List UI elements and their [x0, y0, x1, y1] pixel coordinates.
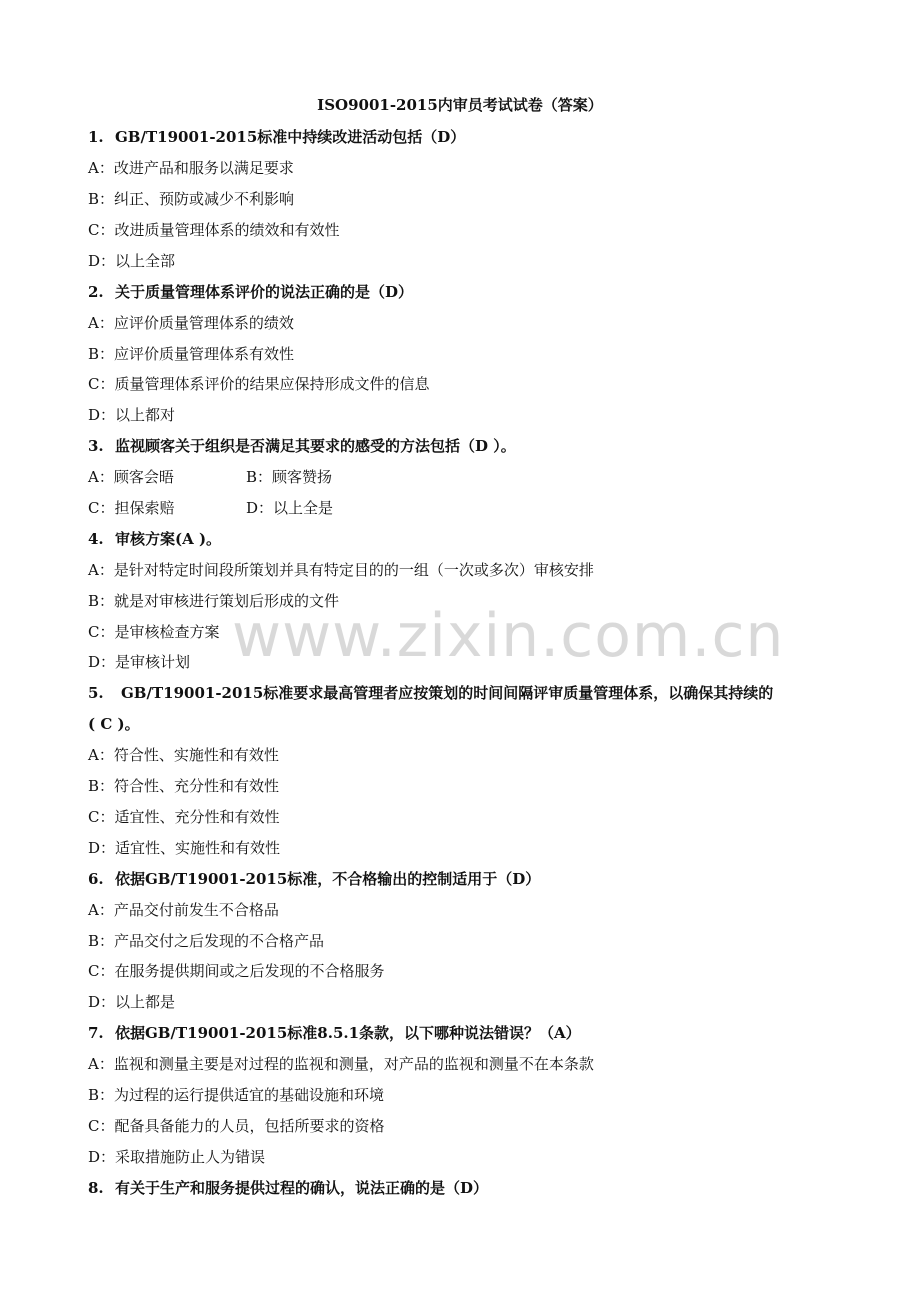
option-c: C：是审核检查方案: [88, 623, 220, 641]
question-text: GB/T19001-2015标准中持续改进活动包括（D）: [115, 128, 466, 146]
option-row: [88, 497, 334, 519]
option-b: B：应评价质量管理体系有效性: [88, 345, 295, 363]
question-text: 依据GB/T19001-2015标准8.5.1条款，以下哪种说法错误？（A）: [115, 1024, 581, 1042]
option-c: C：适宜性、充分性和有效性: [88, 808, 280, 826]
question-number: 4.: [88, 530, 104, 548]
question-6: [88, 868, 540, 890]
option-d: D：以上全部: [88, 252, 176, 270]
option-c: C：担保索赔: [88, 499, 175, 517]
question-8: [88, 1177, 488, 1199]
option-a: A：是针对特定时间段所策划并具有特定目的的一组（一次或多次）审核安排: [88, 561, 594, 579]
question-2: [88, 281, 413, 303]
question-number: 1.: [88, 128, 104, 146]
option-a: A：顾客会晤: [88, 468, 174, 486]
option-b: B：就是对审核进行策划后形成的文件: [88, 592, 340, 610]
option-b: B：顾客赞扬: [246, 468, 333, 486]
option-a: A：符合性、实施性和有效性: [88, 746, 279, 764]
watermark: www.zixin.com.cn: [232, 601, 785, 671]
option-a: A：应评价质量管理体系的绩效: [88, 314, 294, 332]
option-c: C：改进质量管理体系的绩效和有效性: [88, 221, 340, 239]
question-5-continuation: ( C )。: [88, 715, 140, 733]
option-b: B：产品交付之后发现的不合格产品: [88, 932, 325, 950]
option-b: B：符合性、充分性和有效性: [88, 777, 280, 795]
option-b: B：为过程的运行提供适宜的基础设施和环境: [88, 1086, 385, 1104]
question-text: 监视顾客关于组织是否满足其要求的感受的方法包括（D ）。: [115, 437, 516, 455]
question-text: 审核方案(A )。: [115, 530, 222, 548]
question-number: 8.: [88, 1179, 104, 1197]
option-d: D：以上全是: [246, 499, 334, 517]
question-text: 关于质量管理体系评价的说法正确的是（D）: [115, 283, 414, 301]
question-text: 有关于生产和服务提供过程的确认，说法正确的是（D）: [115, 1179, 489, 1197]
option-d: D：适宜性、实施性和有效性: [88, 839, 281, 857]
question-number: 7.: [88, 1024, 104, 1042]
question-4: [88, 528, 221, 550]
option-c: C：配备具备能力的人员，包括所要求的资格: [88, 1117, 385, 1135]
question-1: [88, 126, 465, 148]
question-5: [88, 682, 773, 704]
option-c: C：质量管理体系评价的结果应保持形成文件的信息: [88, 375, 430, 393]
option-b: B：纠正、预防或减少不利影响: [88, 190, 295, 208]
question-number: 2.: [88, 283, 104, 301]
question-number: 6.: [88, 870, 104, 888]
question-number: 3.: [88, 437, 104, 455]
option-d: D：是审核计划: [88, 653, 191, 671]
option-a: A：改进产品和服务以满足要求: [88, 159, 294, 177]
option-d: D：采取措施防止人为错误: [88, 1148, 266, 1166]
question-text: 依据GB/T19001-2015标准，不合格输出的控制适用于（D）: [115, 870, 541, 888]
question-7: [88, 1022, 581, 1044]
option-d: D：以上都对: [88, 406, 176, 424]
option-a: A：监视和测量主要是对过程的监视和测量，对产品的监视和测量不在本条款: [88, 1055, 594, 1073]
option-a: A：产品交付前发生不合格品: [88, 901, 279, 919]
question-number: 5.: [88, 684, 104, 702]
option-c: C：在服务提供期间或之后发现的不合格服务: [88, 962, 385, 980]
document-title: ISO9001-2015内审员考试试卷（答案）: [317, 96, 603, 114]
question-3: [88, 435, 516, 457]
option-row: [88, 466, 333, 488]
option-d: D：以上都是: [88, 993, 176, 1011]
question-text: GB/T19001-2015标准要求最高管理者应按策划的时间间隔评审质量管理体系，以确保其持续的: [121, 684, 774, 702]
